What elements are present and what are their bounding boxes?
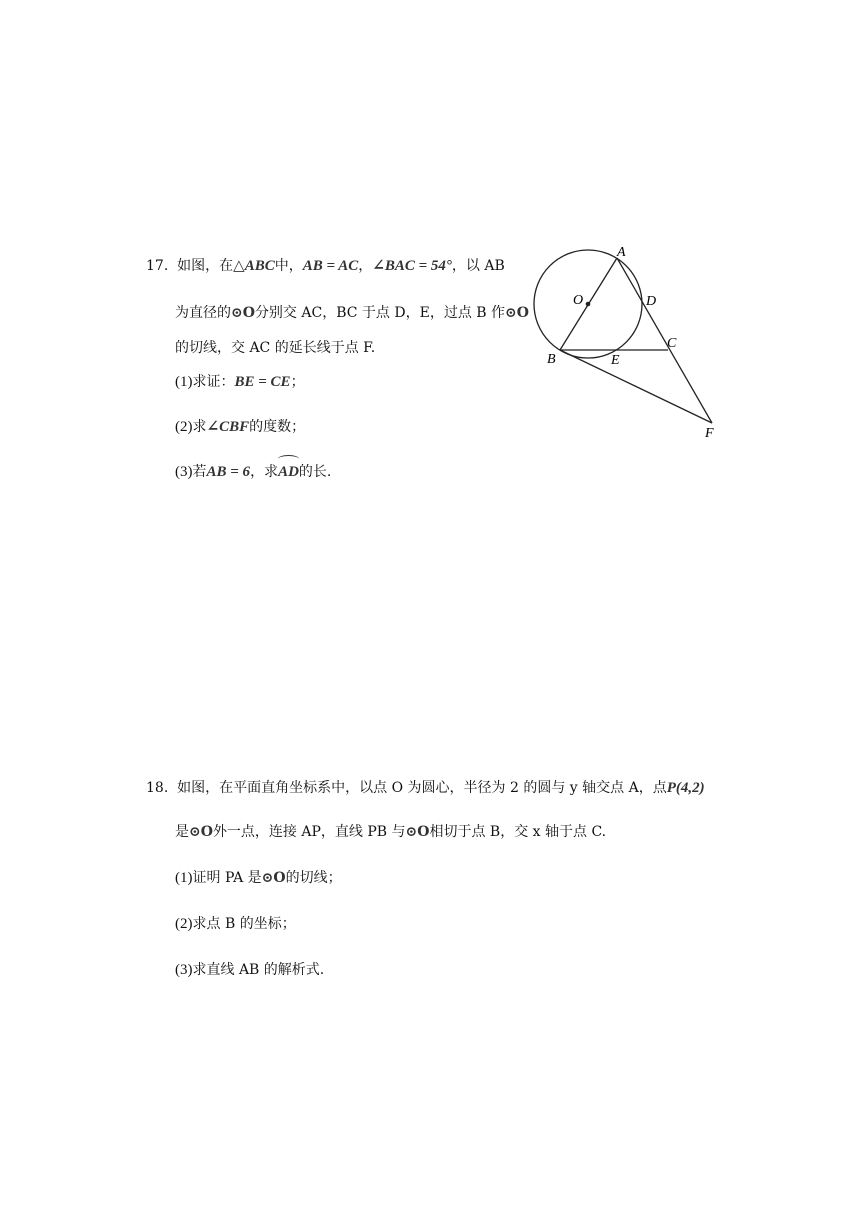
angle-bac: ∠BAC = 54° [372, 258, 452, 274]
q17-line1: 17. 如图，在△ABC中，AB = AC，∠BAC = 54°，以 AB [146, 258, 505, 274]
eq-be-ce: BE = CE [234, 374, 291, 390]
eq-ab-6: AB = 6 [206, 464, 251, 480]
part-tag: (1) [175, 374, 193, 390]
q18-part2: (2)求点 B 的坐标； [175, 916, 296, 932]
eq-ab-ac: AB = AC [302, 258, 359, 274]
circle-o-symbol: ⊙O [405, 824, 430, 840]
q18-part3: (3)求直线 AB 的解析式. [175, 962, 325, 978]
label-o: O [573, 293, 584, 308]
q18-line2: 是⊙O外一点，连接 AP，直线 PB 与⊙O相切于点 B，交 x 轴于点 C. [175, 824, 607, 840]
segment-af [617, 258, 712, 423]
part-tag: (2) [175, 916, 193, 932]
circle-o-symbol: ⊙O [189, 824, 213, 840]
label-e: E [611, 353, 620, 368]
q17-part1: (1)求证：BE = CE； [175, 374, 305, 390]
q17-line3: 的切线，交 AC 的延长线于点 F. [175, 340, 376, 356]
q18-line1: 18. 如图，在平面直角坐标系中，以点 O 为圆心，半径为 2 的圆与 y 轴交点 A，点P(4,2) [146, 780, 705, 796]
label-b: B [547, 352, 556, 367]
q17-part3: (3)若AB = 6，求 AD的长. [175, 462, 331, 482]
segment-bf [560, 350, 712, 423]
arc-ad: AD [278, 462, 299, 482]
q18-part1: (1)证明 PA 是⊙O的切线； [175, 870, 342, 886]
circle-o-symbol: ⊙O [231, 305, 255, 321]
q17-line2: 为直径的⊙O分别交 AC，BC 于点 D，E，过点 B 作⊙O [175, 305, 529, 321]
part-tag: (3) [175, 962, 193, 978]
part-tag: (2) [175, 419, 193, 435]
label-c: C [667, 336, 677, 351]
angle-cbf: ∠CBF [206, 419, 250, 435]
arc-mark-icon [278, 455, 299, 463]
geometry-figure [525, 240, 725, 445]
label-a: A [617, 245, 626, 260]
label-d: D [646, 294, 657, 309]
q18-number: 18. [146, 780, 169, 796]
circle-o-symbol: ⊙O [505, 305, 529, 321]
part-tag: (3) [175, 464, 193, 480]
circle-o-symbol: ⊙O [261, 870, 286, 886]
q17-part2: (2)求∠CBF的度数； [175, 419, 306, 435]
center-point [586, 302, 591, 307]
label-f: F [705, 426, 714, 441]
part-tag: (1) [175, 870, 193, 886]
q17-number: 17. [146, 258, 169, 274]
point-p: P(4,2) [666, 780, 705, 796]
triangle-abc: △ABC [233, 258, 275, 274]
